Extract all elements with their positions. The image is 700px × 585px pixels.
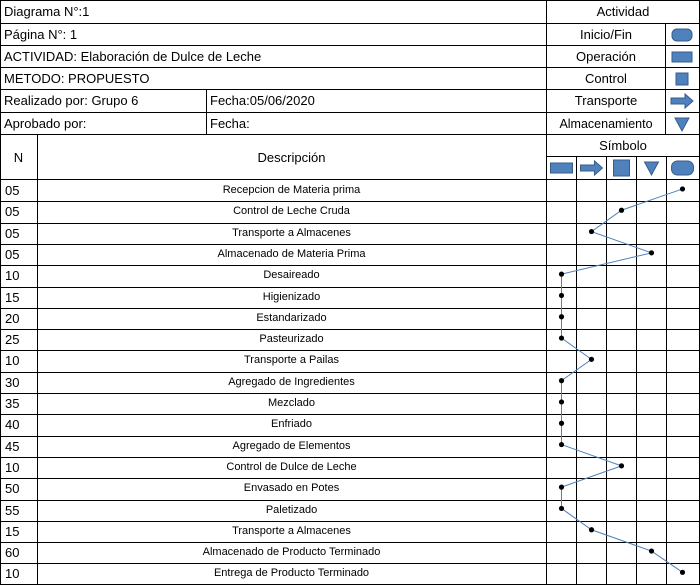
process-point — [559, 485, 564, 490]
activity-legend-title: Actividad — [596, 4, 650, 19]
process-point — [559, 506, 564, 511]
row-description: Agregado de Elementos — [232, 439, 351, 452]
storage-icon — [645, 162, 659, 175]
activity-title: ACTIVIDAD: Elaboración de Dulce de Leche — [4, 49, 262, 64]
process-point — [559, 421, 564, 426]
row-number: 10 — [5, 353, 20, 369]
process-point — [559, 399, 564, 404]
process-point — [619, 208, 624, 213]
row-number: 10 — [5, 459, 20, 475]
legend-control-label: Control — [585, 71, 627, 86]
process-point — [559, 442, 564, 447]
row-number: 50 — [5, 481, 20, 497]
made-by-label: Realizado por: Grupo 6 — [4, 93, 139, 108]
row-description: Agregado de Ingredientes — [228, 375, 355, 388]
process-point — [559, 272, 564, 277]
process-point — [649, 548, 654, 553]
made-date-label: Fecha:05/06/2020 — [210, 93, 315, 108]
process-path-line — [562, 189, 683, 572]
legend-operation-label: Operación — [576, 49, 636, 64]
storage-icon — [675, 118, 689, 131]
row-description: Recepcion de Materia prima — [222, 184, 361, 196]
transport-icon — [581, 161, 603, 175]
row-description: Envasado en Potes — [243, 482, 340, 495]
process-point — [589, 357, 594, 362]
row-description: Transporte a Almacenes — [232, 226, 351, 239]
row-description: Control de Dulce de Leche — [226, 460, 357, 473]
row-number: 40 — [5, 417, 20, 433]
row-number: 60 — [5, 545, 20, 561]
row-number: 10 — [5, 268, 20, 284]
legend-transport-label: Transporte — [574, 93, 638, 108]
row-number: 20 — [5, 310, 20, 326]
method-label: METODO: PROPUESTO — [4, 71, 150, 86]
row-description: Desaireado — [263, 269, 320, 282]
row-description: Enfriado — [271, 418, 312, 431]
row-description: Almacenado de Materia Prima — [217, 247, 366, 260]
operation-icon — [551, 163, 573, 173]
row-number: 05 — [5, 225, 20, 241]
row-number: 25 — [5, 332, 20, 348]
row-description: Transporte a Almacenes — [232, 524, 351, 537]
column-header-symbol: Símbolo — [599, 138, 647, 153]
process-point — [649, 250, 654, 255]
process-point — [559, 293, 564, 298]
row-number: 05 — [5, 246, 20, 262]
row-description: Almacenado de Producto Terminado — [202, 546, 381, 559]
process-point — [589, 527, 594, 532]
row-number: 05 — [5, 204, 20, 220]
diagram-number: Diagrama N°:1 — [4, 4, 90, 19]
control-icon — [676, 73, 688, 85]
row-description: Estandarizado — [256, 311, 327, 324]
row-description: Higienizado — [262, 290, 321, 303]
row-description: Transporte a Pailas — [244, 354, 339, 367]
row-description: Control de Leche Cruda — [233, 205, 350, 218]
row-number: 30 — [5, 374, 20, 390]
column-header-description: Descripción — [257, 150, 326, 165]
legend-start-end-label: Inicio/Fin — [579, 27, 633, 42]
row-number: 35 — [5, 396, 20, 411]
process-point — [559, 378, 564, 383]
row-number: 05 — [5, 183, 20, 198]
row-description: Entrega de Producto Terminado — [213, 567, 370, 580]
page-number: Página N°: 1 — [4, 27, 78, 42]
operation-icon — [672, 52, 692, 62]
process-point — [680, 570, 685, 575]
legend-storage-label: Almacenamiento — [559, 117, 653, 131]
row-number: 15 — [5, 523, 20, 539]
row-description: Pasteurizado — [259, 333, 324, 346]
row-number: 10 — [5, 566, 20, 582]
start-end-icon — [672, 29, 692, 41]
approved-by-label: Aprobado por: — [4, 116, 87, 131]
row-number: 55 — [5, 502, 20, 518]
process-point — [619, 463, 624, 468]
column-header-n: N — [13, 150, 24, 165]
process-point — [559, 335, 564, 340]
row-description: Mezclado — [267, 397, 316, 409]
control-icon — [614, 160, 630, 176]
transport-icon — [671, 94, 693, 108]
row-number: 45 — [5, 438, 20, 454]
row-number: 15 — [5, 289, 20, 305]
process-point — [559, 314, 564, 319]
process-point — [589, 229, 594, 234]
approved-date-label: Fecha: — [210, 116, 250, 131]
start-end-icon — [672, 161, 694, 175]
row-description: Paletizado — [265, 503, 318, 516]
process-point — [680, 186, 685, 191]
